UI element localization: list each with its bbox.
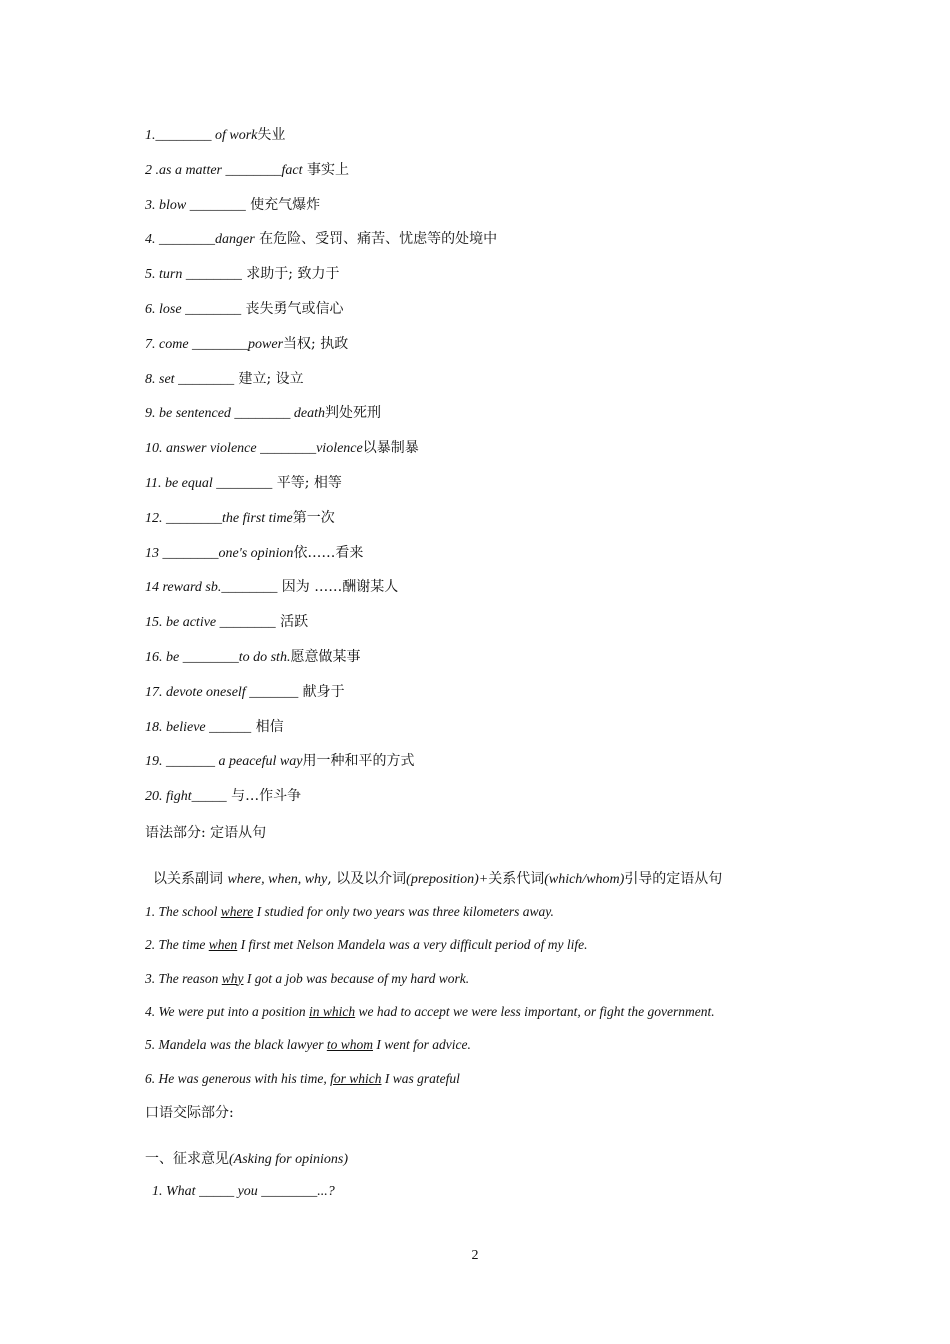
sentence-text: I got a job was because of my hard work. bbox=[243, 970, 470, 986]
phrase-text: 20. fight bbox=[145, 789, 192, 805]
sentence-text: 2. The time bbox=[145, 937, 209, 953]
oral-sub-en: (Asking for opinions) bbox=[229, 1152, 348, 1167]
answer-blank[interactable]: _______ bbox=[249, 684, 299, 700]
answer-blank[interactable]: ________ bbox=[219, 615, 276, 631]
phrase-text: 2 .as a matter bbox=[145, 162, 226, 178]
answer-blank[interactable]: ________ bbox=[192, 336, 249, 352]
answer-blank[interactable]: ________ bbox=[178, 371, 235, 387]
phrase-meaning: 因为 ……酬谢某人 bbox=[277, 579, 399, 596]
phrase-meaning: 献身于 bbox=[298, 683, 345, 700]
phrase-item bbox=[145, 195, 320, 216]
phrase-meaning: 建立; 设立 bbox=[234, 370, 304, 387]
phrase-text: 9. be sentenced bbox=[145, 406, 235, 422]
answer-blank[interactable]: ________ bbox=[216, 476, 273, 491]
example-sentence bbox=[145, 969, 469, 989]
phrase-meaning: 以暴制暴 bbox=[362, 440, 419, 457]
answer-blank[interactable]: ________ bbox=[260, 441, 317, 457]
page-number: 2 bbox=[471, 1248, 479, 1263]
relative-word: when bbox=[208, 937, 238, 953]
phrase-meaning: 平等; 相等 bbox=[272, 475, 342, 491]
phrase-item bbox=[145, 125, 285, 146]
phrase-item bbox=[145, 508, 335, 529]
answer-blank[interactable]: ________ bbox=[189, 197, 246, 213]
intro-text: 引导的定语从句 bbox=[624, 871, 723, 887]
phrase-text: of work bbox=[211, 128, 258, 143]
sentence-text: 1. The school bbox=[145, 904, 221, 919]
phrase-text: 10. answer violence bbox=[145, 441, 261, 457]
phrase-meaning: 愿意做某事 bbox=[290, 649, 361, 665]
answer-blank[interactable]: _______ bbox=[166, 754, 215, 770]
phrase-meaning: 与…作斗争 bbox=[226, 788, 302, 805]
grammar-intro bbox=[153, 869, 722, 890]
phrase-text: danger bbox=[215, 232, 255, 248]
answer-blank[interactable]: ________ bbox=[234, 406, 291, 422]
phrase-text: 15. be active bbox=[145, 615, 220, 631]
relative-word: for which bbox=[330, 1070, 382, 1086]
oral-sub-zh: 一、征求意见 bbox=[145, 1151, 229, 1167]
example-sentence bbox=[145, 1002, 715, 1022]
phrase-meaning: 使充气爆炸 bbox=[245, 196, 321, 213]
phrase-meaning: 活跃 bbox=[275, 614, 309, 631]
answer-blank[interactable]: ________ bbox=[159, 232, 215, 248]
answer-blank[interactable]: ________ bbox=[261, 1184, 318, 1199]
phrase-item bbox=[145, 334, 348, 355]
phrase-item bbox=[145, 473, 342, 494]
example-sentence bbox=[145, 1069, 460, 1089]
relative-word: in which bbox=[309, 1003, 356, 1019]
intro-text: , 以及以介词 bbox=[327, 871, 407, 887]
intro-text: (which/whom) bbox=[544, 872, 625, 887]
phrase-text: 5. turn bbox=[145, 267, 186, 283]
example-sentence bbox=[145, 935, 587, 955]
example-sentence bbox=[145, 902, 554, 922]
answer-blank[interactable]: ________ bbox=[185, 302, 242, 317]
phrase-item bbox=[145, 577, 398, 598]
phrase-text: violence bbox=[316, 441, 363, 457]
phrase-text: 16. be bbox=[145, 650, 183, 665]
sentence-text: 4. We were put into a position bbox=[145, 1003, 309, 1019]
sentence-text: I first met Nelson Mandela was a very difficult period of my life. bbox=[237, 937, 588, 953]
phrase-item bbox=[145, 403, 381, 424]
sentence-text: 5. Mandela was the black lawyer bbox=[145, 1037, 327, 1053]
sentence-text: we had to accept we were less important, or fight the government. bbox=[355, 1003, 715, 1019]
phrase-item bbox=[145, 682, 345, 703]
answer-blank[interactable]: ________ bbox=[221, 580, 278, 596]
phrase-text: 17. devote oneself bbox=[145, 684, 250, 700]
phrase-text: power bbox=[248, 336, 284, 352]
phrase-text: 7. come bbox=[145, 336, 193, 352]
intro-text: 关系代词 bbox=[488, 871, 545, 887]
sentence-text: 3. The reason bbox=[145, 970, 222, 986]
phrase-item bbox=[145, 786, 301, 807]
phrase-item bbox=[145, 612, 308, 633]
phrase-meaning: 求助于; 致力于 bbox=[241, 266, 340, 283]
answer-blank[interactable]: ________ bbox=[166, 510, 222, 526]
phrase-text: fact bbox=[281, 162, 303, 178]
phrase-text: 11. be equal bbox=[145, 476, 217, 491]
phrase-item bbox=[145, 717, 284, 738]
phrase-text: 12. bbox=[145, 510, 166, 526]
phrase-item bbox=[145, 299, 344, 320]
grammar-heading: 语法部分: 定语从句 bbox=[145, 825, 267, 841]
oral-heading: 口语交际部分: bbox=[145, 1105, 234, 1121]
sentence-text: I went for advice. bbox=[372, 1037, 471, 1053]
relative-word: why bbox=[221, 970, 244, 986]
phrase-text: death bbox=[290, 406, 326, 422]
relative-word: to whom bbox=[326, 1037, 373, 1053]
phrase-text: 19. bbox=[145, 754, 166, 770]
sentence-text: I studied for only two years was three kilometers away. bbox=[253, 904, 554, 919]
phrase-text: the first time bbox=[222, 510, 293, 526]
q-text: 1. What bbox=[152, 1184, 200, 1199]
phrase-item bbox=[145, 647, 360, 668]
answer-blank[interactable]: ______ bbox=[209, 719, 252, 735]
phrase-meaning: 判处死刑 bbox=[325, 405, 382, 422]
phrase-item bbox=[145, 543, 363, 564]
phrase-text: 14 reward sb. bbox=[145, 580, 222, 596]
answer-blank[interactable]: ________ bbox=[182, 650, 239, 665]
relative-word: where bbox=[220, 904, 254, 919]
phrase-text: to do sth. bbox=[238, 650, 291, 665]
phrase-text: one's opinion bbox=[218, 545, 294, 561]
phrase-text: 3. blow bbox=[145, 197, 190, 213]
example-sentence bbox=[145, 1035, 471, 1055]
phrase-meaning: 当权; 执政 bbox=[283, 335, 349, 352]
sentence-text: 6. He was generous with his time, bbox=[145, 1070, 331, 1086]
answer-blank[interactable]: _____ bbox=[199, 1184, 235, 1199]
answer-blank[interactable]: ________ bbox=[225, 162, 282, 178]
answer-blank[interactable]: ________ bbox=[185, 267, 242, 283]
phrase-text: 1. bbox=[145, 128, 156, 143]
phrase-meaning: 依……看来 bbox=[293, 544, 364, 561]
phrase-text: 13 bbox=[145, 545, 163, 561]
phrase-item bbox=[145, 751, 414, 772]
phrase-text: 6. lose bbox=[145, 302, 186, 317]
oral-subheading bbox=[145, 1149, 348, 1170]
phrase-text: 8. set bbox=[145, 371, 179, 387]
phrase-text: a peaceful way bbox=[215, 754, 303, 770]
sentence-text: I was grateful bbox=[381, 1070, 460, 1086]
intro-text: 以关系副词 bbox=[153, 871, 228, 887]
phrase-item bbox=[145, 229, 497, 250]
intro-text: (preposition)+ bbox=[406, 872, 489, 887]
q-text: ...? bbox=[317, 1184, 335, 1199]
answer-blank[interactable]: ________ bbox=[155, 128, 212, 143]
phrase-item bbox=[145, 438, 419, 459]
phrase-meaning: 在危险、受罚、痛苦、忧虑等的处境中 bbox=[254, 231, 498, 248]
q-text: you bbox=[234, 1184, 262, 1199]
phrase-item bbox=[145, 264, 339, 285]
phrase-meaning: 失业 bbox=[257, 127, 286, 143]
phrase-meaning: 相信 bbox=[251, 718, 284, 735]
answer-blank[interactable]: ________ bbox=[162, 545, 219, 561]
phrase-meaning: 事实上 bbox=[302, 161, 349, 178]
phrase-item bbox=[145, 160, 349, 181]
phrase-meaning: 用一种和平的方式 bbox=[302, 753, 415, 770]
oral-question-1 bbox=[152, 1182, 335, 1202]
phrase-meaning: 第一次 bbox=[292, 509, 335, 526]
answer-blank[interactable]: _____ bbox=[191, 789, 227, 805]
phrase-meaning: 丧失勇气或信心 bbox=[241, 301, 344, 317]
phrase-text: 4. bbox=[145, 232, 159, 248]
phrase-text: 18. believe bbox=[145, 719, 210, 735]
phrase-item bbox=[145, 369, 304, 390]
intro-text: where, when, why bbox=[227, 872, 328, 887]
